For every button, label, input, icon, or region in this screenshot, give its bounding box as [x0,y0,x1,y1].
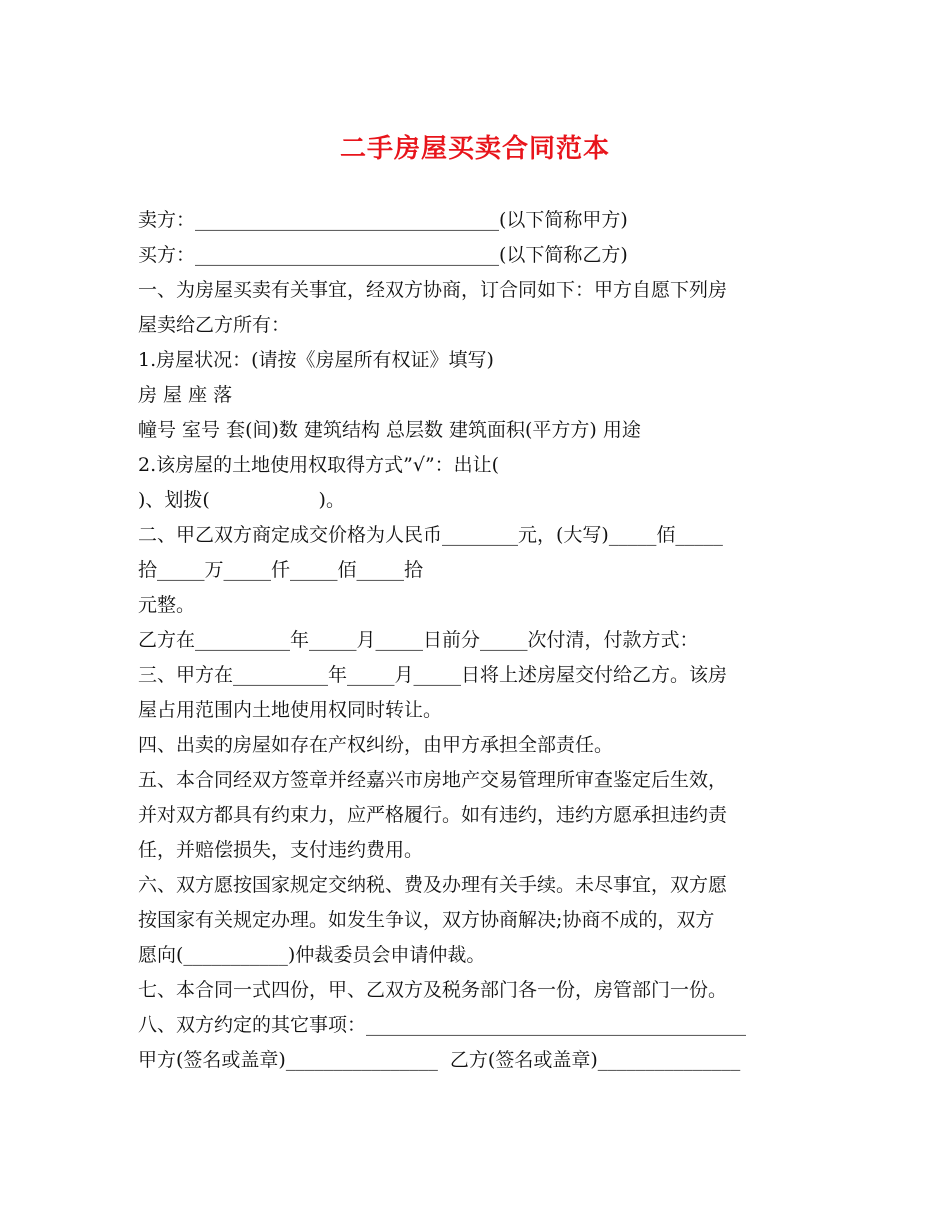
clause-6-line-3: 愿向(___________)仲裁委员会申请仲裁。 [138,944,486,966]
clause-5-line-2: 并对双方都具有约束力，应严格履行。如有违约，违约方愿承担违约责 [138,804,728,826]
buyer-line: 买方：________________________________(以下简称乙方) [138,244,628,266]
payment-line: 乙方在__________年_____月_____日前分_____次付清，付款方式： [138,629,699,651]
land-use-line-2: )、划拨( )。 [138,489,345,511]
clause-8-line: 八、双方约定的其它事项：________________________________________ [138,1014,747,1036]
clause-7-line: 七、本合同一式四份，甲、乙双方及税务部门各一份，房管部门一份。 [138,979,728,1001]
house-fields-line: 幢号 室号 套(间)数 建筑结构 总层数 建筑面积(平方方) 用途 [138,419,641,441]
house-location-line: 房 屋 座 落 [138,384,233,406]
land-use-line-1: 2.该房屋的土地使用权取得方式”√”：出让( [138,454,500,476]
clause-4-line: 四、出卖的房屋如存在产权纠纷，由甲方承担全部责任。 [138,734,614,756]
clause-1-line-1: 一、为房屋买卖有关事宜，经双方协商，订合同如下：甲方自愿下列房 [138,279,728,301]
clause-6-line-1: 六、双方愿按国家规定交纳税、费及办理有关手续。未尽事宜，双方愿 [138,874,728,896]
clause-5-line-1: 五、本合同经双方签章并经嘉兴市房地产交易管理所审查鉴定后生效， [138,769,728,791]
house-status-line: 1.房屋状况：(请按《房屋所有权证》填写) [138,349,494,371]
clause-3-line-2: 屋占用范围内土地使用权同时转让。 [138,699,443,721]
document-title: 二手房屋买卖合同范本 [339,134,610,164]
signature-line: 甲方(签名或盖章)________________ 乙方(签名或盖章)_______________ [138,1049,741,1071]
clause-1-line-2: 屋卖给乙方所有： [138,314,291,336]
clause-3-line-1: 三、甲方在__________年_____月_____日将上述房屋交付给乙方。该房 [138,664,728,686]
seller-line: 卖方：________________________________(以下简称甲方) [138,209,628,231]
clause-2-line-1: 二、甲乙双方商定成交价格为人民币________元，(大写)_____佰_____ [138,524,723,546]
clause-2-line-2: 拾_____万_____仟_____佰_____拾 [138,559,424,581]
clause-5-line-3: 任，并赔偿损失，支付违约费用。 [138,839,424,861]
clause-6-line-2: 按国家有关规定办理。如发生争议，双方协商解决;协商不成的，双方 [138,909,715,931]
clause-2-line-3: 元整。 [138,594,196,616]
contract-body [138,203,818,1078]
